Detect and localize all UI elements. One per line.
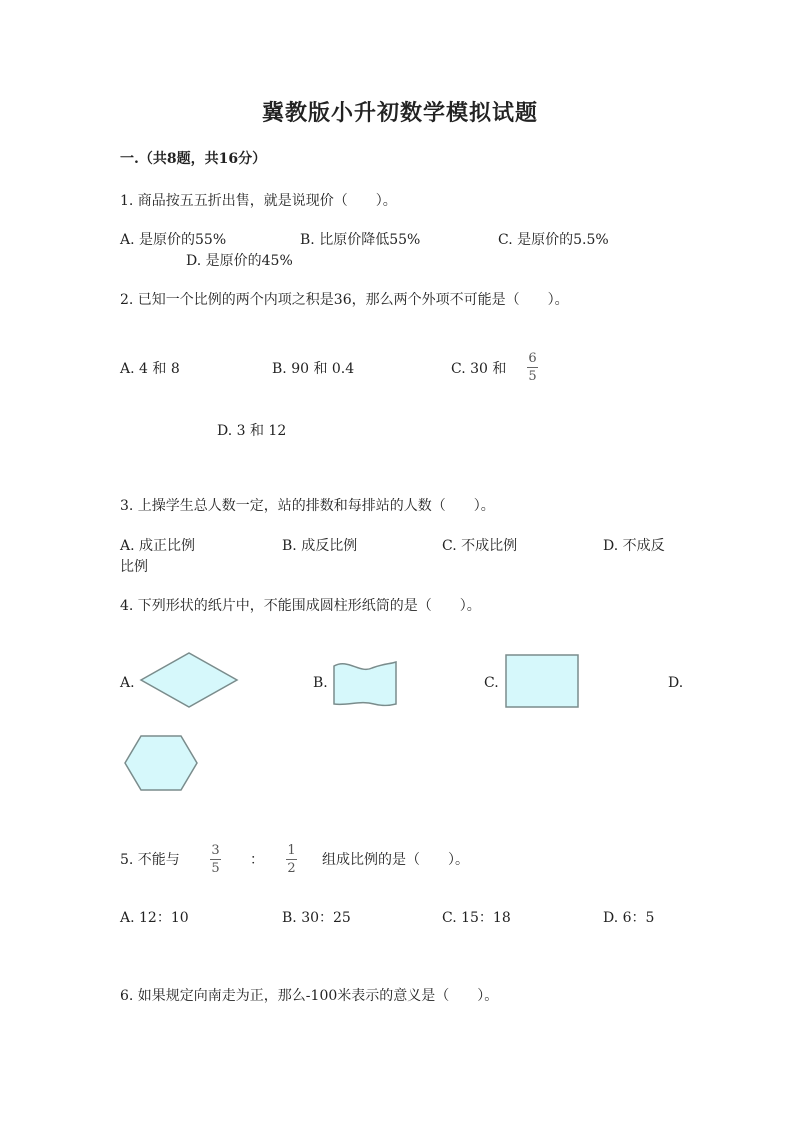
q2-fraction-numerator: 6: [528, 351, 537, 366]
q3-option-d: D. 不成反: [603, 538, 665, 554]
q3-option-a: A. 成正比例: [120, 538, 196, 554]
q3-option-c: C. 不成比例: [442, 538, 518, 554]
question-1-stem: 1. 商品按五五折出售，就是说现价（ ）。: [120, 193, 397, 209]
q5-fraction-2: [286, 843, 297, 876]
q4-label-c: C.: [484, 675, 499, 691]
section-header: 一.（共8题，共16分）: [120, 151, 267, 167]
q3-option-b: B. 成反比例: [282, 538, 358, 554]
q3-option-d-wrap: 比例: [120, 559, 148, 575]
question-2-stem: 2. 已知一个比例的两个内项之积是36，那么两个外项不可能是（ ）。: [120, 292, 569, 308]
q1-option-c: C. 是原价的5.5%: [498, 232, 609, 248]
q2-option-d: D. 3 和 12: [217, 423, 287, 439]
fraction-bar: [527, 367, 538, 368]
q2-fraction-denominator: 5: [528, 369, 537, 384]
hexagon-shape: [124, 735, 198, 791]
q2-option-c: C. 30 和: [451, 361, 507, 377]
fraction-bar: [286, 859, 297, 860]
q5-fraction-1-numerator: 3: [211, 843, 220, 858]
question-5-suffix: 组成比例的是（ ）。: [322, 852, 469, 868]
q5-option-a: A. 12：10: [120, 910, 189, 926]
q4-label-b: B.: [313, 675, 328, 691]
page-title: 冀教版小升初数学模拟试题: [261, 100, 538, 126]
rhombus-shape: [140, 652, 238, 708]
rectangle-shape: [505, 654, 579, 708]
q2-option-a: A. 4 和 8: [120, 361, 180, 377]
q5-option-c: C. 15：18: [442, 910, 511, 926]
q5-option-b: B. 30：25: [282, 910, 351, 926]
q5-option-d: D. 6：5: [603, 910, 655, 926]
q4-label-a: A.: [120, 675, 135, 691]
q2-fraction: [527, 351, 538, 384]
q5-fraction-1-denominator: 5: [211, 861, 220, 876]
question-5-prefix: 5. 不能与: [120, 852, 180, 868]
q1-option-a: A. 是原价的55%: [120, 232, 227, 248]
q5-fraction-2-numerator: 1: [287, 843, 296, 858]
q1-option-b: B. 比原价降低55%: [300, 232, 421, 248]
q1-option-d: D. 是原价的45%: [186, 253, 293, 269]
q4-label-d: D.: [668, 675, 684, 691]
question-3-stem: 3. 上操学生总人数一定，站的排数和每排站的人数（ ）。: [120, 498, 495, 514]
fraction-bar: [210, 859, 221, 860]
wavy-rectangle-shape: [332, 660, 398, 708]
q5-fraction-1: [210, 843, 221, 876]
q5-colon: ：: [250, 852, 264, 868]
question-6-stem: 6. 如果规定向南走为正，那么-100米表示的意义是（ ）。: [120, 988, 499, 1004]
question-4-stem: 4. 下列形状的纸片中，不能围成圆柱形纸筒的是（ ）。: [120, 598, 481, 614]
q5-fraction-2-denominator: 2: [287, 861, 296, 876]
q2-option-b: B. 90 和 0.4: [272, 361, 355, 377]
